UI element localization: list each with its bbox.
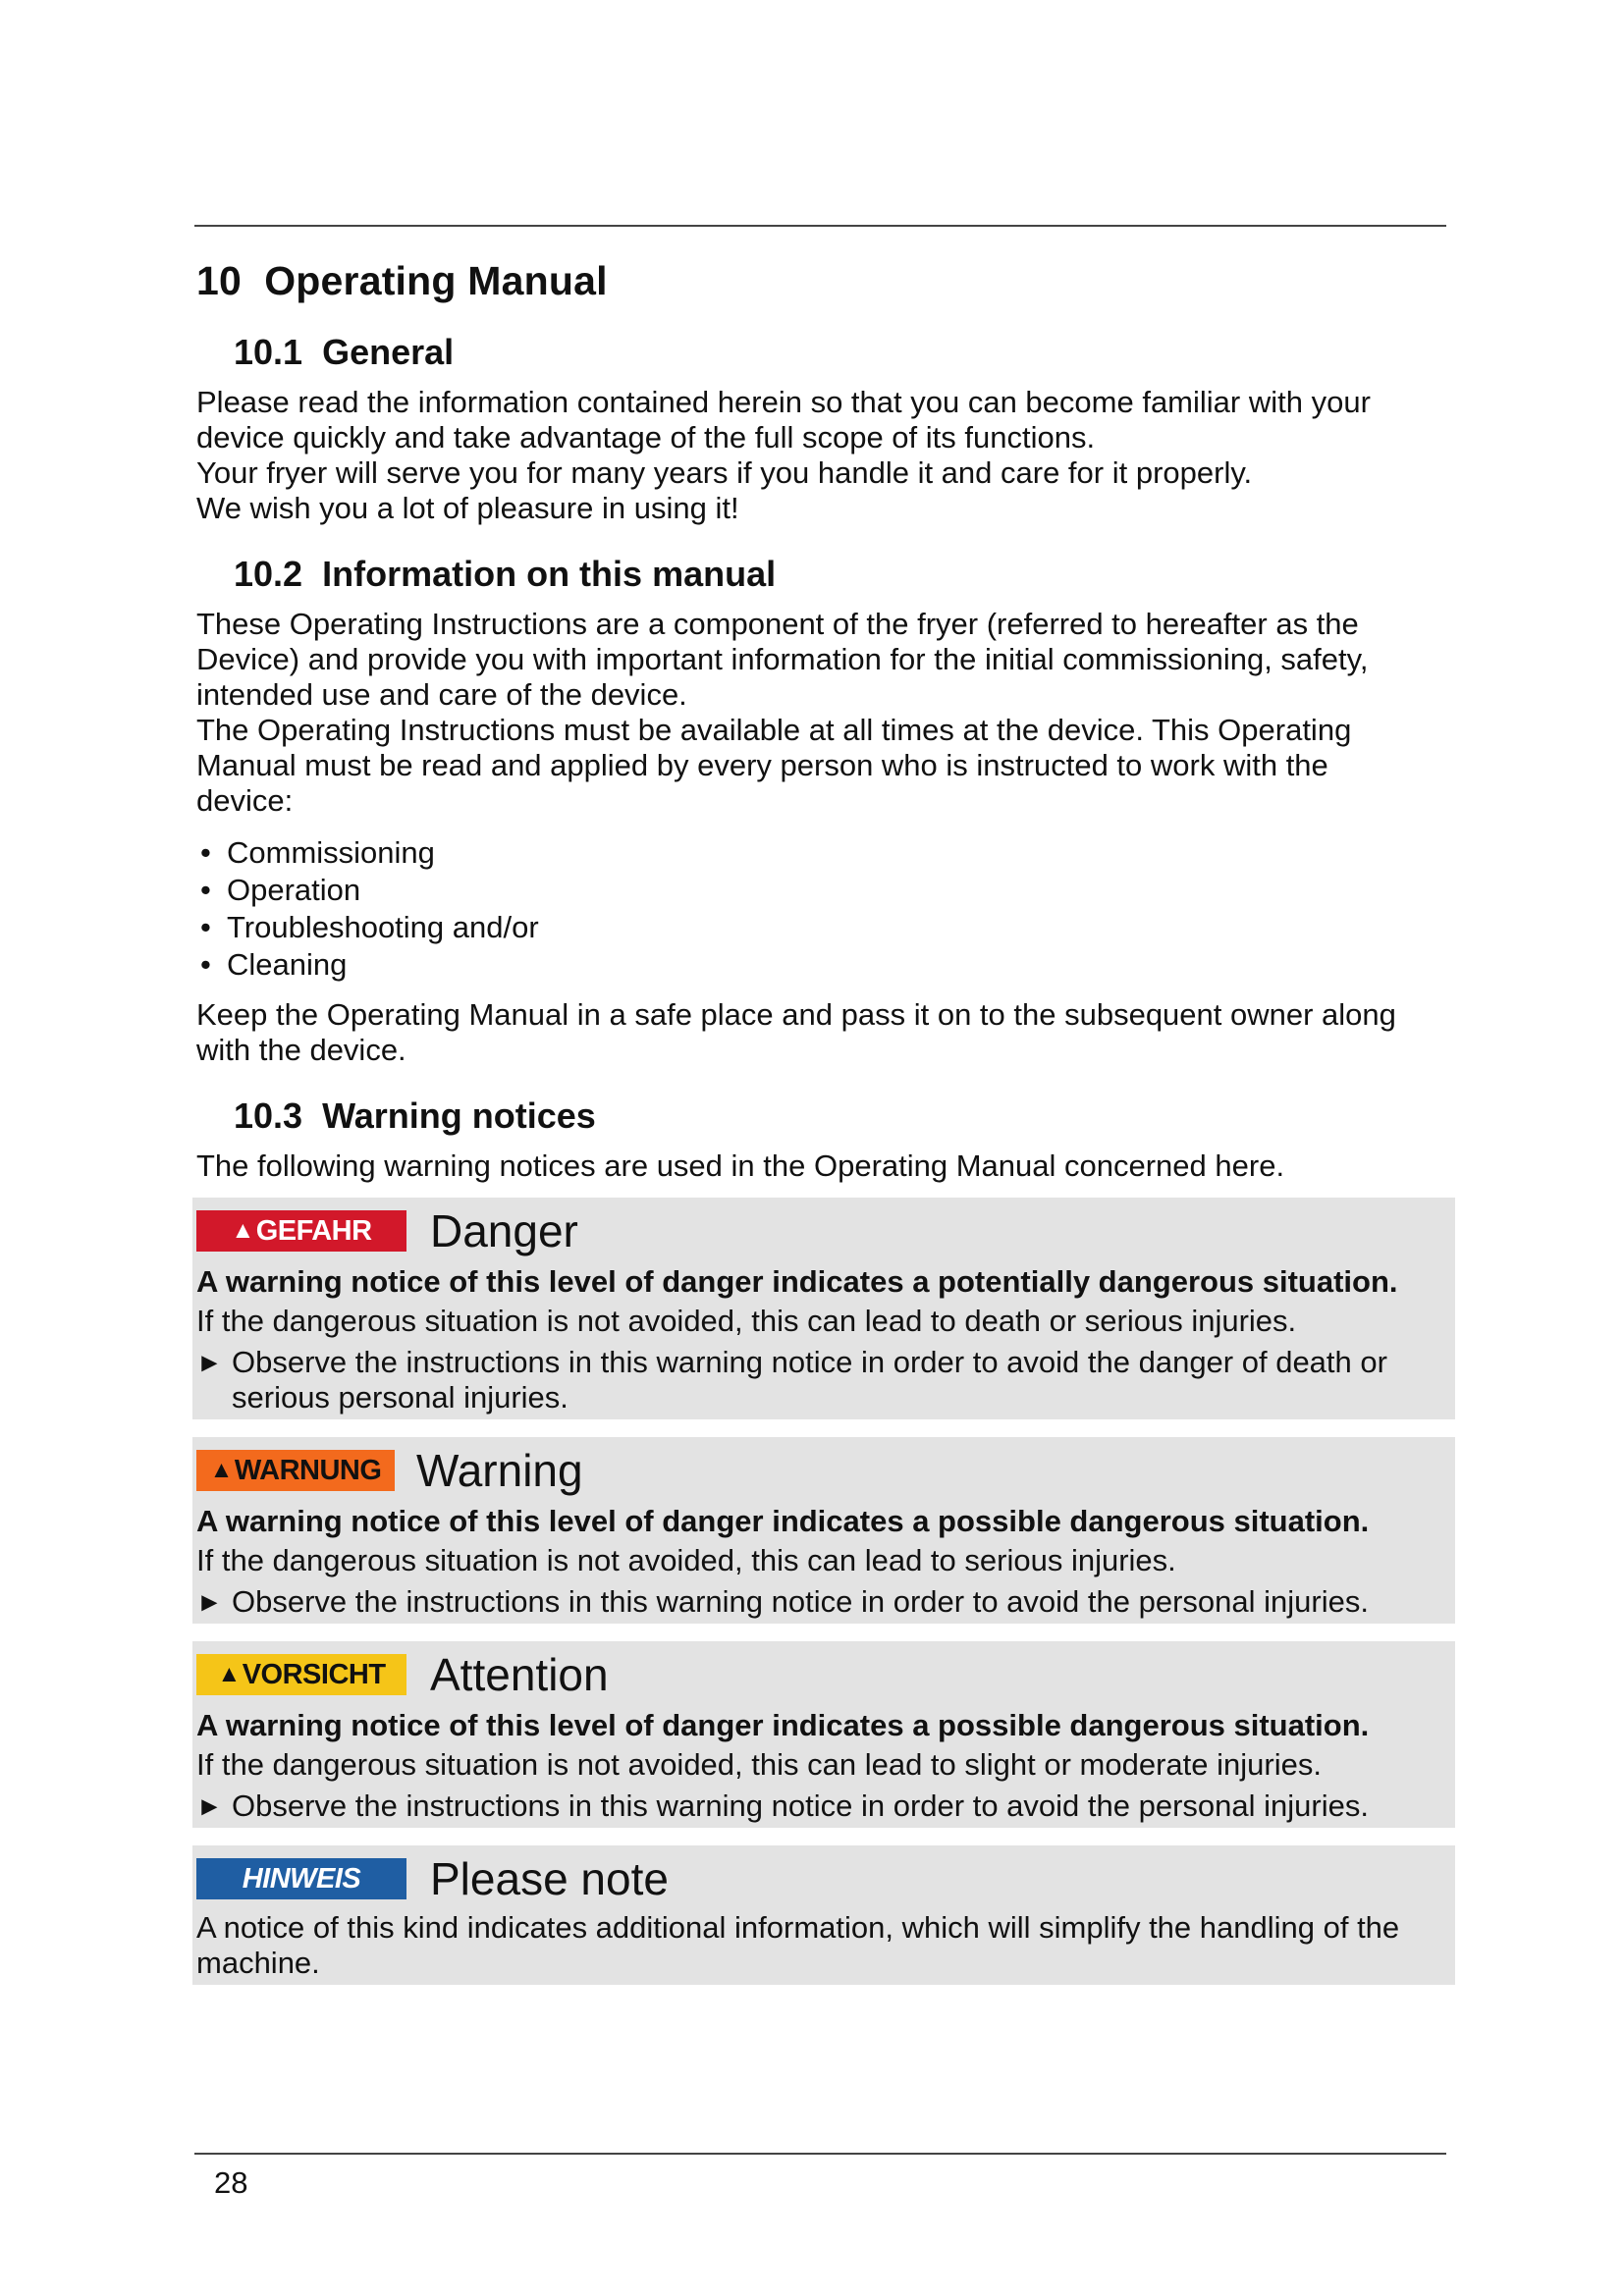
warning-notice (192, 1437, 1455, 1624)
section-number: 10.3 (234, 1095, 303, 1136)
text-line: The Operating Instructions must be available at all times at the device. This Operating (196, 713, 1352, 747)
text-line: Please read the information contained herein so that you can become familiar with your (196, 385, 1371, 419)
note-signal-badge: HINWEIS (196, 1858, 406, 1899)
notice-header (196, 1443, 1455, 1498)
notice-action: ► Observe the instructions in this warning notice in order to avoid the personal injuries. (196, 1584, 1369, 1619)
bullet-icon: • (200, 835, 211, 870)
text-line: device: (196, 783, 294, 818)
text-line: with the device. (196, 1033, 406, 1067)
info-paragraph (196, 607, 1443, 819)
bullet-icon: • (200, 910, 211, 944)
notice-statement: A warning notice of this level of danger indicates a possible dangerous situation. (196, 1504, 1370, 1538)
notice-statement: A warning notice of this level of danger indicates a potentially dangerous situation. (196, 1264, 1398, 1299)
note-notice (192, 1845, 1455, 1985)
tasks-list (196, 834, 1443, 984)
chapter-number: 10 (196, 258, 243, 303)
notice-consequence: If the dangerous situation is not avoided, this can lead to serious injuries. (196, 1543, 1176, 1577)
text-line: device quickly and take advantage of the full scope of its functions. (196, 420, 1096, 454)
warning-triangle-icon: ▲ (231, 1217, 254, 1244)
section-heading-general (234, 330, 1443, 375)
notice-action: ► Observe the instructions in this warning notice in order to avoid the danger of death or serious personal injuries. (196, 1345, 1387, 1415)
note-text: A notice of this kind indicates additional information, which will simplify the handling of the machine. (196, 1910, 1400, 1980)
warnings-intro: The following warning notices are used in the Operating Manual concerned here. (196, 1148, 1285, 1183)
general-paragraph (196, 385, 1443, 526)
bullet-icon: • (200, 947, 211, 982)
page-number: 28 (214, 2165, 248, 2200)
danger-signal-badge: ▲ GEFAHR (196, 1210, 406, 1252)
header-rule (194, 225, 1446, 227)
warning-signal-badge: ▲ WARNUNG (196, 1450, 395, 1491)
notice-statement: A warning notice of this level of danger indicates a possible dangerous situation. (196, 1708, 1370, 1742)
notice-title: Danger (430, 1205, 578, 1256)
notice-title: Please note (430, 1853, 669, 1904)
section-title: Warning notices (322, 1095, 596, 1136)
text-line: Keep the Operating Manual in a safe place and pass it on to the subsequent owner along (196, 997, 1396, 1032)
text-line: We wish you a lot of pleasure in using it! (196, 491, 739, 525)
section-title: Information on this manual (322, 554, 777, 594)
arrow-right-icon: ► (196, 1791, 223, 1821)
section-heading-warnings (234, 1094, 1443, 1139)
notice-header (196, 1203, 1455, 1258)
section-heading-info (234, 552, 1443, 597)
page-content (196, 253, 1443, 1985)
text-line: intended use and care of the device. (196, 677, 687, 712)
list-item: • Troubleshooting and/or (200, 910, 539, 944)
section-title: General (322, 332, 455, 372)
warning-triangle-icon: ▲ (209, 1457, 233, 1483)
text-line: Manual must be read and applied by every person who is instructed to work with the (196, 748, 1328, 782)
notice-consequence: If the dangerous situation is not avoided, this can lead to slight or moderate injuries. (196, 1747, 1322, 1782)
chapter-title: Operating Manual (264, 258, 608, 303)
notice-title: Attention (430, 1649, 609, 1700)
list-item: • Commissioning (200, 835, 435, 870)
bullet-icon: • (200, 873, 211, 907)
caution-signal-badge: ▲ VORSICHT (196, 1654, 406, 1695)
arrow-right-icon: ► (196, 1587, 223, 1617)
warning-triangle-icon: ▲ (217, 1661, 241, 1687)
arrow-right-icon: ► (196, 1348, 223, 1377)
notice-header (196, 1647, 1455, 1702)
notice-consequence: If the dangerous situation is not avoided, this can lead to death or serious injuries. (196, 1304, 1297, 1338)
notice-header (196, 1851, 1455, 1906)
list-item: • Cleaning (200, 947, 348, 982)
section-number: 10.1 (234, 332, 303, 372)
section-number: 10.2 (234, 554, 303, 594)
notice-title: Warning (416, 1445, 583, 1496)
list-item: • Operation (200, 873, 361, 907)
keep-manual-paragraph (196, 997, 1443, 1068)
text-line: These Operating Instructions are a component of the fryer (referred to hereafter as the (196, 607, 1359, 641)
text-line: Device) and provide you with important information for the initial commissioning, safety, (196, 642, 1369, 676)
notice-action: ► Observe the instructions in this warning notice in order to avoid the personal injuries. (196, 1789, 1369, 1823)
danger-notice (192, 1198, 1455, 1419)
text-line: Your fryer will serve you for many years if you handle it and care for it properly. (196, 455, 1253, 490)
footer-rule (194, 2153, 1446, 2155)
chapter-heading (196, 253, 1443, 308)
caution-notice (192, 1641, 1455, 1828)
